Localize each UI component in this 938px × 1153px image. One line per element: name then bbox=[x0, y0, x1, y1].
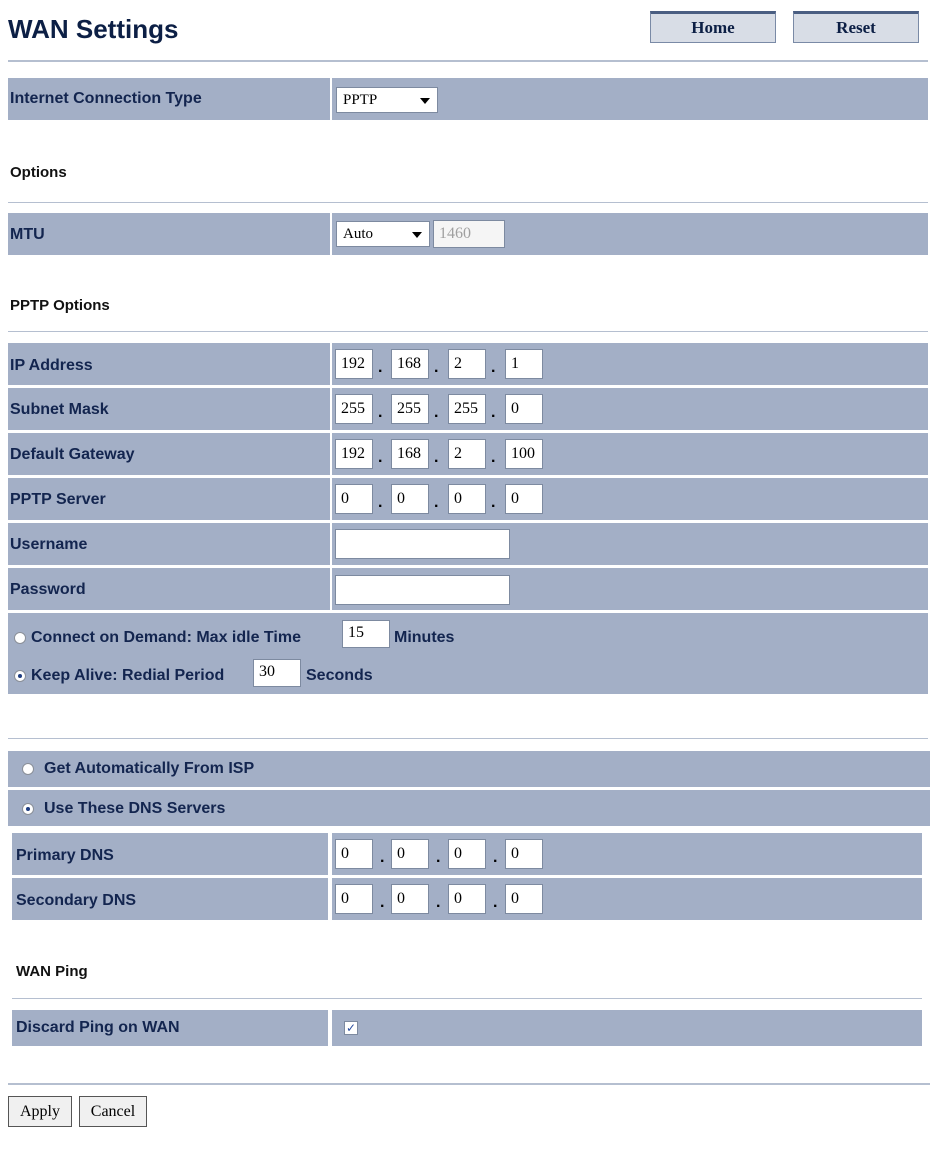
ip-octet-3[interactable]: 2 bbox=[448, 349, 486, 379]
ip-dot: . bbox=[378, 494, 383, 511]
discard-ping-label: Discard Ping on WAN bbox=[16, 1019, 180, 1036]
password-input[interactable] bbox=[335, 575, 510, 605]
gateway-octet-1[interactable]: 192 bbox=[335, 439, 373, 469]
ip-dot: . bbox=[434, 404, 439, 421]
default-gateway-label: Default Gateway bbox=[10, 446, 135, 463]
ip-dot: . bbox=[434, 494, 439, 511]
ip-octet-4[interactable]: 1 bbox=[505, 349, 543, 379]
ip-dot: . bbox=[491, 494, 496, 511]
mtu-mode-value: Auto bbox=[343, 226, 373, 242]
dns-auto-label: Get Automatically From ISP bbox=[44, 760, 255, 777]
ip-address-label: IP Address bbox=[10, 357, 93, 374]
mask-octet-2[interactable]: 255 bbox=[391, 394, 429, 424]
primary-dns-label: Primary DNS bbox=[16, 847, 114, 864]
ip-dot: . bbox=[491, 404, 496, 421]
ip-dot: . bbox=[378, 449, 383, 466]
ip-octet-1[interactable]: 192 bbox=[335, 349, 373, 379]
secondary-dns-octet-3[interactable]: 0 bbox=[448, 884, 486, 914]
subnet-mask-label: Subnet Mask bbox=[10, 401, 109, 418]
seconds-label: Seconds bbox=[306, 667, 373, 684]
ip-dot: . bbox=[434, 359, 439, 376]
secondary-dns-octet-1[interactable]: 0 bbox=[335, 884, 373, 914]
gateway-octet-3[interactable]: 2 bbox=[448, 439, 486, 469]
secondary-dns-octet-4[interactable]: 0 bbox=[505, 884, 543, 914]
primary-dns-octet-4[interactable]: 0 bbox=[505, 839, 543, 869]
connection-type-select[interactable] bbox=[336, 87, 438, 113]
chevron-down-icon bbox=[420, 98, 430, 104]
ip-dot: . bbox=[436, 894, 441, 911]
footer-divider bbox=[8, 1083, 930, 1085]
mask-octet-3[interactable]: 255 bbox=[448, 394, 486, 424]
discard-ping-checkbox[interactable]: ✓ bbox=[345, 1021, 357, 1035]
connection-type-label: Internet Connection Type bbox=[10, 90, 202, 107]
wan-ping-divider bbox=[12, 998, 922, 999]
username-label: Username bbox=[10, 536, 88, 553]
minutes-label: Minutes bbox=[394, 629, 455, 646]
secondary-dns-label: Secondary DNS bbox=[16, 892, 137, 909]
dns-manual-radio[interactable] bbox=[22, 803, 34, 815]
ip-dot: . bbox=[491, 359, 496, 376]
mask-octet-4[interactable]: 0 bbox=[505, 394, 543, 424]
secondary-dns-octet-2[interactable]: 0 bbox=[391, 884, 429, 914]
discard-ping-value-cell bbox=[332, 1010, 922, 1046]
primary-dns-octet-3[interactable]: 0 bbox=[448, 839, 486, 869]
dns-manual-label: Use These DNS Servers bbox=[44, 800, 226, 817]
ip-octet-2[interactable]: 168 bbox=[391, 349, 429, 379]
connection-type-value: PPTP bbox=[343, 92, 378, 108]
wan-ping-heading: WAN Ping bbox=[16, 963, 88, 980]
mtu-label-cell bbox=[8, 213, 330, 255]
password-label: Password bbox=[10, 581, 86, 598]
server-octet-4[interactable]: 0 bbox=[505, 484, 543, 514]
max-idle-time-input[interactable]: 15 bbox=[342, 620, 390, 648]
options-heading: Options bbox=[10, 164, 67, 181]
primary-dns-octet-1[interactable]: 0 bbox=[335, 839, 373, 869]
ip-dot: . bbox=[380, 894, 385, 911]
keep-alive-radio[interactable] bbox=[14, 670, 26, 682]
mask-octet-1[interactable]: 255 bbox=[335, 394, 373, 424]
ip-dot: . bbox=[434, 449, 439, 466]
ip-dot: . bbox=[491, 449, 496, 466]
gateway-octet-2[interactable]: 168 bbox=[391, 439, 429, 469]
home-button[interactable]: Home bbox=[650, 11, 776, 43]
server-octet-2[interactable]: 0 bbox=[391, 484, 429, 514]
chevron-down-icon bbox=[412, 232, 422, 238]
gateway-octet-4[interactable]: 100 bbox=[505, 439, 543, 469]
ip-dot: . bbox=[378, 404, 383, 421]
primary-dns-octet-2[interactable]: 0 bbox=[391, 839, 429, 869]
ip-dot: . bbox=[436, 849, 441, 866]
ip-dot: . bbox=[493, 894, 498, 911]
server-octet-1[interactable]: 0 bbox=[335, 484, 373, 514]
pptp-server-label: PPTP Server bbox=[10, 491, 106, 508]
mtu-value-input[interactable]: 1460 bbox=[433, 220, 505, 248]
ip-dot: . bbox=[493, 849, 498, 866]
pptp-options-heading: PPTP Options bbox=[10, 297, 110, 314]
username-input[interactable] bbox=[335, 529, 510, 559]
page-title: WAN Settings bbox=[8, 14, 179, 44]
connect-on-demand-label: Connect on Demand: Max idle Time bbox=[31, 629, 301, 646]
pptp-divider bbox=[8, 331, 928, 332]
ip-dot: . bbox=[380, 849, 385, 866]
connect-on-demand-radio[interactable] bbox=[14, 632, 26, 644]
dns-divider bbox=[8, 738, 928, 739]
header-divider bbox=[8, 60, 928, 62]
ip-dot: . bbox=[378, 359, 383, 376]
cancel-button[interactable]: Cancel bbox=[79, 1096, 147, 1127]
server-octet-3[interactable]: 0 bbox=[448, 484, 486, 514]
mtu-mode-select[interactable] bbox=[336, 221, 430, 247]
apply-button[interactable]: Apply bbox=[8, 1096, 72, 1127]
reset-button[interactable]: Reset bbox=[793, 11, 919, 43]
options-divider bbox=[8, 202, 928, 203]
redial-period-input[interactable]: 30 bbox=[253, 659, 301, 687]
keep-alive-label: Keep Alive: Redial Period bbox=[31, 667, 225, 684]
dns-auto-radio[interactable] bbox=[22, 763, 34, 775]
mtu-label: MTU bbox=[10, 226, 45, 243]
